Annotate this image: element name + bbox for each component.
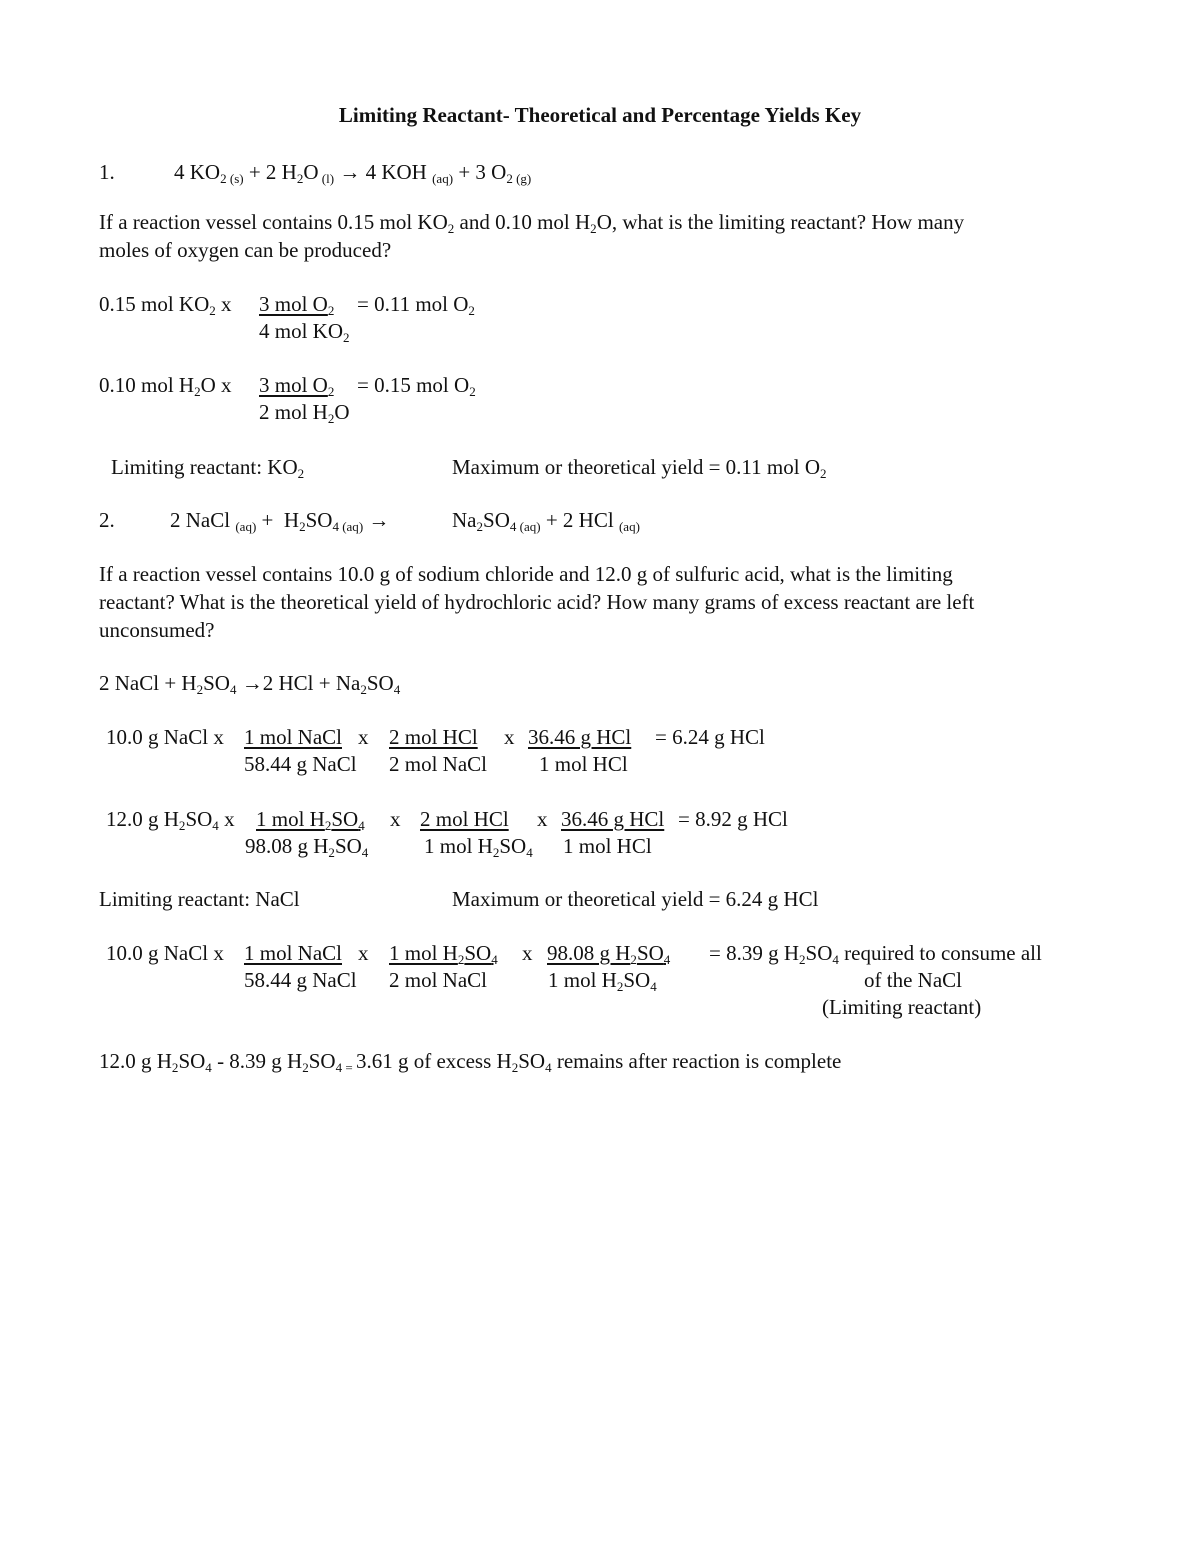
fraction-denominator: 1 mol $H_2SO_4$	[424, 834, 533, 860]
calc-lhs: 10.0 g NaCl x	[106, 725, 224, 749]
fraction-numerator: 1 mol $H_2SO_4$	[389, 941, 498, 967]
fraction-numerator: 3 mol $O_2$	[259, 373, 335, 399]
calc-result: = 8.92 g HCl	[678, 807, 788, 831]
problem-1-equation: 4 $KO_{2 (s)} + 2$ $H_2O$ $_{(l)}$ → 4 KOH $_{(aq)}$ + 3 $O_{2 (g)}$	[174, 160, 532, 186]
multiply-sign: x	[358, 941, 369, 965]
fraction-numerator: 1 mol NaCl	[244, 725, 342, 749]
problem-2-question-line: If a reaction vessel contains 10.0 g of sodium chloride and 12.0 g of sulfuric acid, what is the limiting	[99, 562, 953, 586]
calc-note: (Limiting reactant)	[822, 995, 982, 1019]
calc-lhs: 10.0 g NaCl x	[106, 941, 224, 965]
fraction-numerator: 1 mol $H_2SO_4$	[256, 807, 365, 833]
fraction-numerator: 36.46 g HCl	[528, 725, 632, 749]
fraction-denominator: 1 mol HCl	[563, 834, 652, 858]
page-title: Limiting Reactant- Theoretical and Percentage Yields Key	[338, 103, 862, 127]
problem-2-number: 2.	[99, 508, 115, 532]
fraction-numerator: 2 mol HCl	[389, 725, 478, 749]
fraction-numerator: 36.46 g HCl	[561, 807, 665, 831]
fraction-numerator: 98.08 g $H_2SO_4$	[547, 941, 671, 967]
fraction-denominator: 98.08 g $H_2SO_4$	[245, 834, 369, 860]
balanced-equation: 2 NaCl + $H_2SO_4 \to 2$ HCl + $Na_2SO_4$	[99, 671, 401, 697]
excess-reactant-line: 12.0 g $H_2SO_4 - 8.39$ g $H_2SO_{4 =}$ 3.61 g of excess $H_2SO_4$ remains after reaction is complete	[99, 1049, 842, 1075]
fraction-denominator: 2 mol NaCl	[389, 968, 487, 992]
multiply-sign: x	[390, 807, 401, 831]
problem-2-equation-right: $Na_2SO_{4 (aq)} + 2$ HCl $_{(aq)}$	[452, 508, 640, 534]
problem-2-equation-left: 2 NaCl $_{(aq)} + H_2SO_{4 (aq)}$ →	[170, 508, 390, 534]
fraction-denominator: 58.44 g NaCl	[244, 752, 357, 776]
fraction-numerator: 3 mol $O_2$	[259, 292, 335, 318]
fraction-denominator: 58.44 g NaCl	[244, 968, 357, 992]
multiply-sign: x	[358, 725, 369, 749]
calc-lhs: 0.15 mol $KO_2$ x	[99, 292, 232, 318]
limiting-reactant: Limiting reactant: $KO_2$	[111, 455, 305, 481]
calc-result: = 6.24 g HCl	[655, 725, 765, 749]
fraction-denominator: 4 mol $KO_2$	[259, 319, 350, 345]
problem-2-question-line: reactant? What is the theoretical yield of hydrochloric acid? How many grams of excess reactant are left	[99, 590, 975, 614]
calc-result: = 0.15 mol $O_2$	[357, 373, 476, 399]
calc-result: = 8.39 g $H_2SO_4$ required to consume all	[709, 941, 1042, 967]
fraction-numerator: 2 mol HCl	[420, 807, 509, 831]
fraction-denominator: 1 mol $H_2SO_4$	[548, 968, 657, 994]
theoretical-yield: Maximum or theoretical yield = 6.24 g HCl	[452, 887, 819, 911]
fraction-denominator: 2 mol $H_2O$	[259, 400, 350, 426]
multiply-sign: x	[522, 941, 533, 965]
calc-lhs: 0.10 mol $H_2O$ x	[99, 373, 232, 399]
problem-2-question-line: unconsumed?	[99, 618, 215, 642]
calc-note: of the NaCl	[864, 968, 962, 992]
calc-lhs: 12.0 g $H_2SO_4$ x	[106, 807, 235, 833]
fraction-denominator: 1 mol HCl	[539, 752, 628, 776]
theoretical-yield: Maximum or theoretical yield = 0.11 mol $O_2$	[452, 455, 827, 481]
problem-1-number: 1.	[99, 160, 115, 184]
problem-1-question-line: If a reaction vessel contains 0.15 mol $KO_2$ and 0.10 mol $H_2O$, what is the limiting reactant? How many	[99, 210, 965, 236]
fraction-numerator: 1 mol NaCl	[244, 941, 342, 965]
calc-result: = 0.11 mol $O_2$	[357, 292, 475, 318]
multiply-sign: x	[537, 807, 548, 831]
multiply-sign: x	[504, 725, 515, 749]
limiting-reactant: Limiting reactant: NaCl	[99, 887, 300, 911]
problem-1-question-line: moles of oxygen can be produced?	[99, 238, 392, 262]
fraction-denominator: 2 mol NaCl	[389, 752, 487, 776]
